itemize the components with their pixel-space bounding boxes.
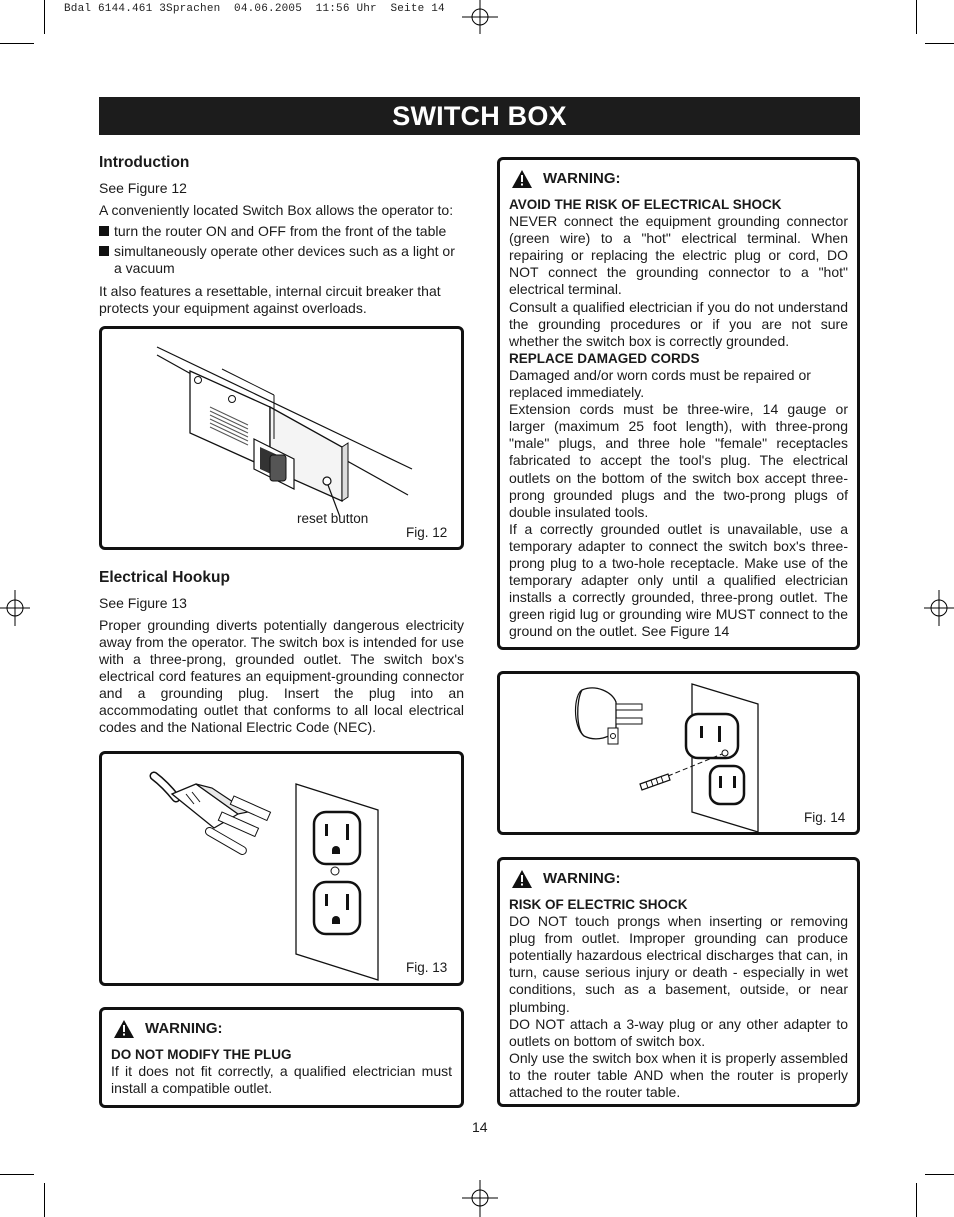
page-title: SWITCH BOX (392, 100, 567, 131)
figure-12-label: Fig. 12 (406, 525, 448, 540)
registration-mark-icon (0, 588, 30, 628)
warning-risk-electric-shock (497, 857, 860, 1107)
crop-mark (44, 1183, 45, 1217)
warning-subheading: DO NOT MODIFY THE PLUG (111, 1047, 292, 1062)
warning-heading: WARNING: (511, 869, 848, 889)
see-figure-13: See Figure 13 (99, 595, 187, 611)
crop-mark (44, 0, 45, 34)
crop-mark (0, 1174, 34, 1175)
print-header: Bdal 6144.461 3Sprachen 04.06.2005 11:56 Uhr Seite 14 (64, 3, 445, 15)
crop-mark (925, 1174, 954, 1175)
warning-paragraph: Only use the switch box when it is properly assembled to the router table AND when the router is properly attached to the router table. (509, 1049, 848, 1101)
electrical-hookup-body: Proper grounding diverts potentially dangerous electricity away from the operator. The switch box is intended for use with a three-prong, grounded outlet. The switch box's electrical cord features an equipment-grounding connector and a grounding plug. Insert the plug into an accommodating outlet that conforms to all local electrical codes and the National Electric Code (NEC). (99, 617, 464, 735)
warning-paragraph: Consult a qualified electrician if you do not understand the grounding procedures or if you are not sure whether the switch box is correctly grounded. (509, 298, 848, 349)
warning-triangle-icon (511, 169, 533, 189)
figure-12 (99, 326, 464, 550)
warning-heading: WARNING: (113, 1019, 452, 1039)
warning-electrical-shock (497, 157, 860, 650)
page-number: 14 (472, 1119, 488, 1135)
electrical-hookup-section (99, 569, 464, 740)
switch-box-illustration (102, 329, 461, 547)
crop-mark (916, 1183, 917, 1217)
figure-13-label: Fig. 13 (406, 960, 448, 975)
list-item: simultaneously operate other devices such as a light or a vacuum (99, 243, 464, 277)
warning-paragraph: NEVER connect the equipment grounding connector (green wire) to a "hot" electrical terminal. When repairing or replacing the electric plug or cord, DO NOT connect the grounding connector to a "hot" electrical terminal. (509, 213, 848, 298)
warning-subheading: AVOID THE RISK OF ELECTRICAL SHOCK (509, 197, 782, 212)
warning-paragraph: Damaged and/or worn cords must be repaired or replaced immediately. (509, 366, 811, 401)
introduction-heading: Introduction (99, 154, 190, 171)
warning-subheading: RISK OF ELECTRIC SHOCK (509, 897, 688, 912)
plug-and-outlet-illustration (102, 754, 461, 983)
warning-paragraph: DO NOT touch prongs when inserting or removing plug from outlet. Improper grounding can produce potentially hazardous electrical discharges that can, in turn, cause serious injury or death - especially in wet conditions, such as a basement, outside, or near plumbing. (509, 913, 848, 1015)
reset-button-callout: reset button (297, 511, 369, 526)
crop-mark (0, 43, 34, 44)
warning-heading: WARNING: (511, 169, 848, 189)
introduction-section (99, 154, 464, 321)
crop-mark (925, 43, 954, 44)
introduction-lead: A conveniently located Switch Box allows the operator to: (99, 202, 454, 218)
introduction-note: It also features a resettable, internal circuit breaker that protects your equipment against overloads. (99, 283, 441, 316)
warning-modify-plug (99, 1007, 464, 1108)
list-item: turn the router ON and OFF from the front of the table (99, 223, 464, 240)
warning-triangle-icon (511, 869, 533, 889)
see-figure-12: See Figure 12 (99, 180, 187, 196)
warning-subheading: REPLACE DAMAGED CORDS (509, 350, 700, 366)
electrical-hookup-heading: Electrical Hookup (99, 569, 230, 586)
warning-paragraph: If a correctly grounded outlet is unavailable, use a temporary adapter to connect the switch box's three-prong plug to a two-hole receptacle. Make use of the temporary adapter only until a qualified electrician installs a correctly grounded, three-prong outlet. The green rigid lug or grounding wire MUST connect to the ground on the outlet. See Figure 14 (509, 520, 848, 640)
figure-14 (497, 671, 860, 835)
registration-mark-icon (460, 0, 500, 34)
warning-paragraph: DO NOT attach a 3-way plug or any other adapter to outlets on bottom of switch box. (509, 1015, 848, 1049)
registration-mark-icon (460, 1180, 500, 1217)
adapter-and-outlet-illustration (500, 674, 857, 832)
warning-body: If it does not fit correctly, a qualified electrician must install a compatible outlet. (111, 1063, 452, 1097)
figure-14-label: Fig. 14 (804, 810, 846, 825)
warning-triangle-icon (113, 1019, 135, 1039)
page-title-bar (99, 97, 860, 135)
crop-mark (916, 0, 917, 34)
warning-paragraph: Extension cords must be three-wire, 14 gauge or larger (maximum 25 foot length), with three-prong "male" plugs, and three hole "female" receptacles fabricated to accept the tool's plug. The electrical outlets on the bottom of the switch box accept three-prong grounded plugs and the two-prong plugs of double insulated tools. (509, 401, 848, 520)
registration-mark-icon (924, 588, 954, 628)
figure-13 (99, 751, 464, 986)
